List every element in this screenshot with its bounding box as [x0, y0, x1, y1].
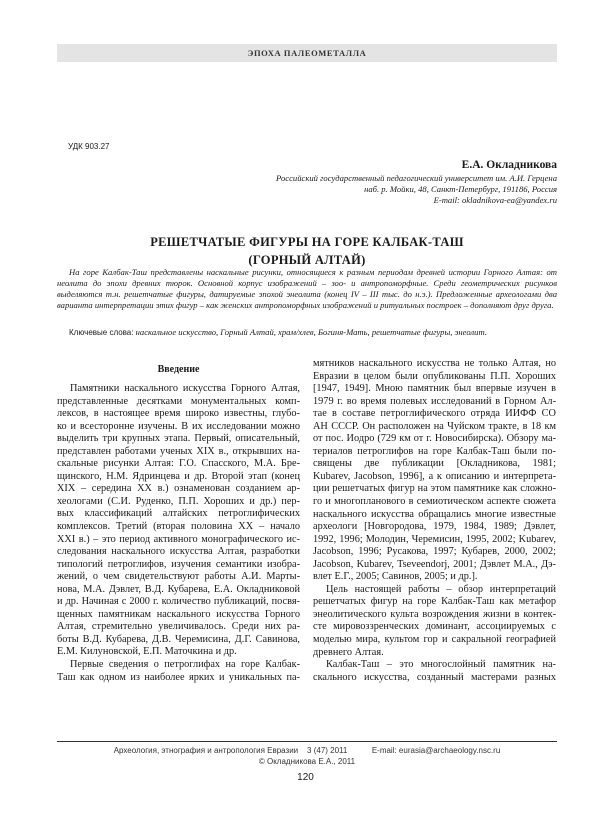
text-line: скального искусства, созданный мастерами разных [313, 671, 556, 683]
footer-journal: Археология, этнография и антропология Евразии [113, 746, 299, 755]
text-line: энеолитического культа возрождения жизни в контек- [313, 608, 556, 620]
text-line: ции решетчатых фигур на этом памятнике как сложно- [313, 483, 556, 495]
text-line: влет Е.Г., 2005; Савинов, 2005; и др.]. [313, 571, 478, 583]
text-line: Первые сведения о петроглифах на горе Калбак- [70, 659, 300, 671]
text-line: Калбак-Таш – это многослойный памятник на- [326, 659, 556, 671]
text-line: тае в составе петроглифического отряда ИИФФ СО [313, 408, 556, 420]
section-header-band [57, 44, 557, 62]
text-line: 1979 г. во время полевых исследований в Горном Ал- [313, 395, 556, 407]
text-line: Jacobson, 1996; Русакова, 1997; Кубарев, 2000, 2002; [313, 546, 556, 558]
text-line: Цель настоящей работы – обзор интерпретаций [326, 583, 556, 595]
text-line: щинского, Н.М. Ядринцева и др. Второй этап (конец [57, 470, 300, 482]
text-line: Е.М. Килуновской, Е.П. Маточкина и др. [57, 646, 237, 658]
author-email: E-mail: okladnikova-ea@yandex.ru [433, 195, 557, 205]
author-affiliation: Российский государственный педагогический университет им. А.И. Герцена [276, 173, 557, 183]
footer-journal-line [57, 746, 557, 755]
text-line: боты В.Д. Кубарева, Д.В. Черемисина, Д.Г. Савинова, [57, 633, 300, 645]
author-name: Е.А. Окладникова [461, 159, 557, 171]
text-line: представлен работами ученых XIX в., открывших на- [57, 445, 300, 457]
footer-copyright: © Окладникова Е.А., 2011 [258, 757, 356, 766]
text-line: Памятники наскального искусства Горного Алтая, [70, 383, 300, 394]
text-line: Таш как одном из наиболее ярких и уникальных па- [57, 671, 300, 683]
text-line: АН СССР. Он расположен на Чуйском тракте, в 18 км [313, 420, 556, 432]
text-line: XXI в.) – это период активного монографического ис- [57, 533, 300, 545]
article-title [57, 233, 557, 269]
text-line: выделить три крупных этапа. Первый, описательный, [57, 433, 300, 445]
text-line: хеологами (С.И. Руденко, П.П. Хороших и др.) пер- [57, 495, 300, 507]
section-heading-introduction: Введение [157, 364, 200, 375]
text-line: мятников наскального искусства не только Алтая, но [313, 358, 556, 369]
text-line: XIX – середина XX в.) ознаменован созданием ар- [57, 483, 300, 495]
section-title: ЭПОХА ПАЛЕОМЕТАЛЛА [247, 48, 367, 58]
abstract: На горе Калбак-Таш представлены наскальные рисунки, относящиеся к разным периодам древней истории Горного Алтая: от неолита до эпохи древних тюрок. Основной корпус изображений – зоо- и антропоморфные. Среди геометрических рисунков выделяются т.н. решетчатые фигуры, датируемые эпохой энеолита (конец IV – III тыс. до н.э.). Предложенные археологами два варианта интерпретации этих фигур – как женских антропоморфных изображений и ритуальных построек – дополняют друг друга. [57, 267, 557, 310]
footer-email: E-mail: eurasia@archaeology.nsc.ru [371, 746, 501, 755]
body-column-left [57, 383, 300, 684]
title-line-1: РЕШЕТЧАТЫЕ ФИГУРЫ НА ГОРЕ КАЛБАК-ТАШ [150, 235, 464, 249]
footer-rule [57, 741, 557, 742]
body-column-right [313, 358, 556, 684]
text-line: археологи [Новгородова, 1979, 1984, 1989; Дэвлет, [313, 521, 556, 533]
text-line: жений, о чем свидетельствуют работы А.И. Марты- [57, 571, 300, 583]
text-line: представленные десятками монументальных комп- [57, 395, 300, 407]
keywords-value: наскальное искусство, Горный Алтай, храм/хлев, Богиня-Мать, решетчатые фигуры, энеолит. [135, 327, 487, 337]
author-block [276, 158, 557, 206]
udk-code: УДК 903.27 [68, 142, 110, 151]
keywords [69, 327, 487, 337]
text-line: ко и всесторонне изучены. В их исследовании можно [57, 420, 300, 432]
text-line: Jacobson, Kubarev, Tseveendorj, 2001; Дэвлет М.А., Дэ- [313, 558, 556, 570]
text-line: древнего Алтая. [313, 646, 384, 658]
text-line: комплексов. Третий (вторая половина XX – начало [57, 521, 300, 533]
author-address: наб. р. Мойки, 48, Санкт-Петербург, 191186, Россия [364, 184, 557, 194]
text-line: скальные рисунки Алтая: Г.О. Спасского, М.А. Бре- [57, 458, 300, 470]
footer-issue: 3 (47) 2011 [307, 746, 348, 755]
text-line: Евразии в целом были опубликованы П.П. Хороших [313, 370, 556, 382]
text-line: [1947, 1949]. Мною памятник был впервые изучен в [313, 383, 556, 395]
keywords-label: Ключевые слова: [69, 328, 134, 337]
text-line: вых классификаций алтайских петроглифических [57, 508, 300, 520]
text-line: наскального искусства обращались многие известные [313, 508, 556, 520]
text-line: сте мировоззренческих доминант, ассоциируемых с [313, 621, 556, 633]
text-line: священы две публикации [Окладникова, 1981; [313, 458, 556, 470]
text-line: Алтая, стремительно увеличивалось. Среди них ра- [57, 621, 300, 633]
text-line: го и многопланового в семиотическом аспекте сюжета [313, 496, 556, 508]
page-number: 120 [297, 772, 314, 783]
text-line: от пос. Иодро (729 км от г. Новосибирска). Обзору ма- [313, 433, 556, 445]
text-line: и др. Начиная с 2000 г. количество публикаций, посвя- [57, 596, 300, 608]
title-line-2: (ГОРНЫЙ АЛТАЙ) [248, 253, 366, 267]
text-line: териалов петроглифов на горе Калбак-Таш были по- [313, 445, 556, 457]
text-line: типологий петроглифов, изучения семантики изобра- [57, 558, 300, 570]
text-line: Kubarev, Jacobson, 1996], а к описанию и интерпрета- [313, 470, 556, 482]
text-line: следования наскального искусства Алтая, разработки [57, 546, 300, 558]
text-line: моделью мира, культом гор и сакральной географией [313, 634, 556, 646]
text-line: лексов, в настоящее время широко известны, глубо- [57, 408, 300, 420]
text-line: нова, М.А. Дэвлет, В.Д. Кубарева, Е.А. Окладниковой [57, 583, 300, 595]
text-line: 1992, 1996; Молодин, Черемисин, 1995, 2002; Kubarev, [313, 533, 556, 545]
text-line: щенных памятникам наскального искусства Горного [57, 608, 300, 620]
text-line: решетчатых фигур на горе Калбак-Таш как метафор [313, 596, 556, 608]
